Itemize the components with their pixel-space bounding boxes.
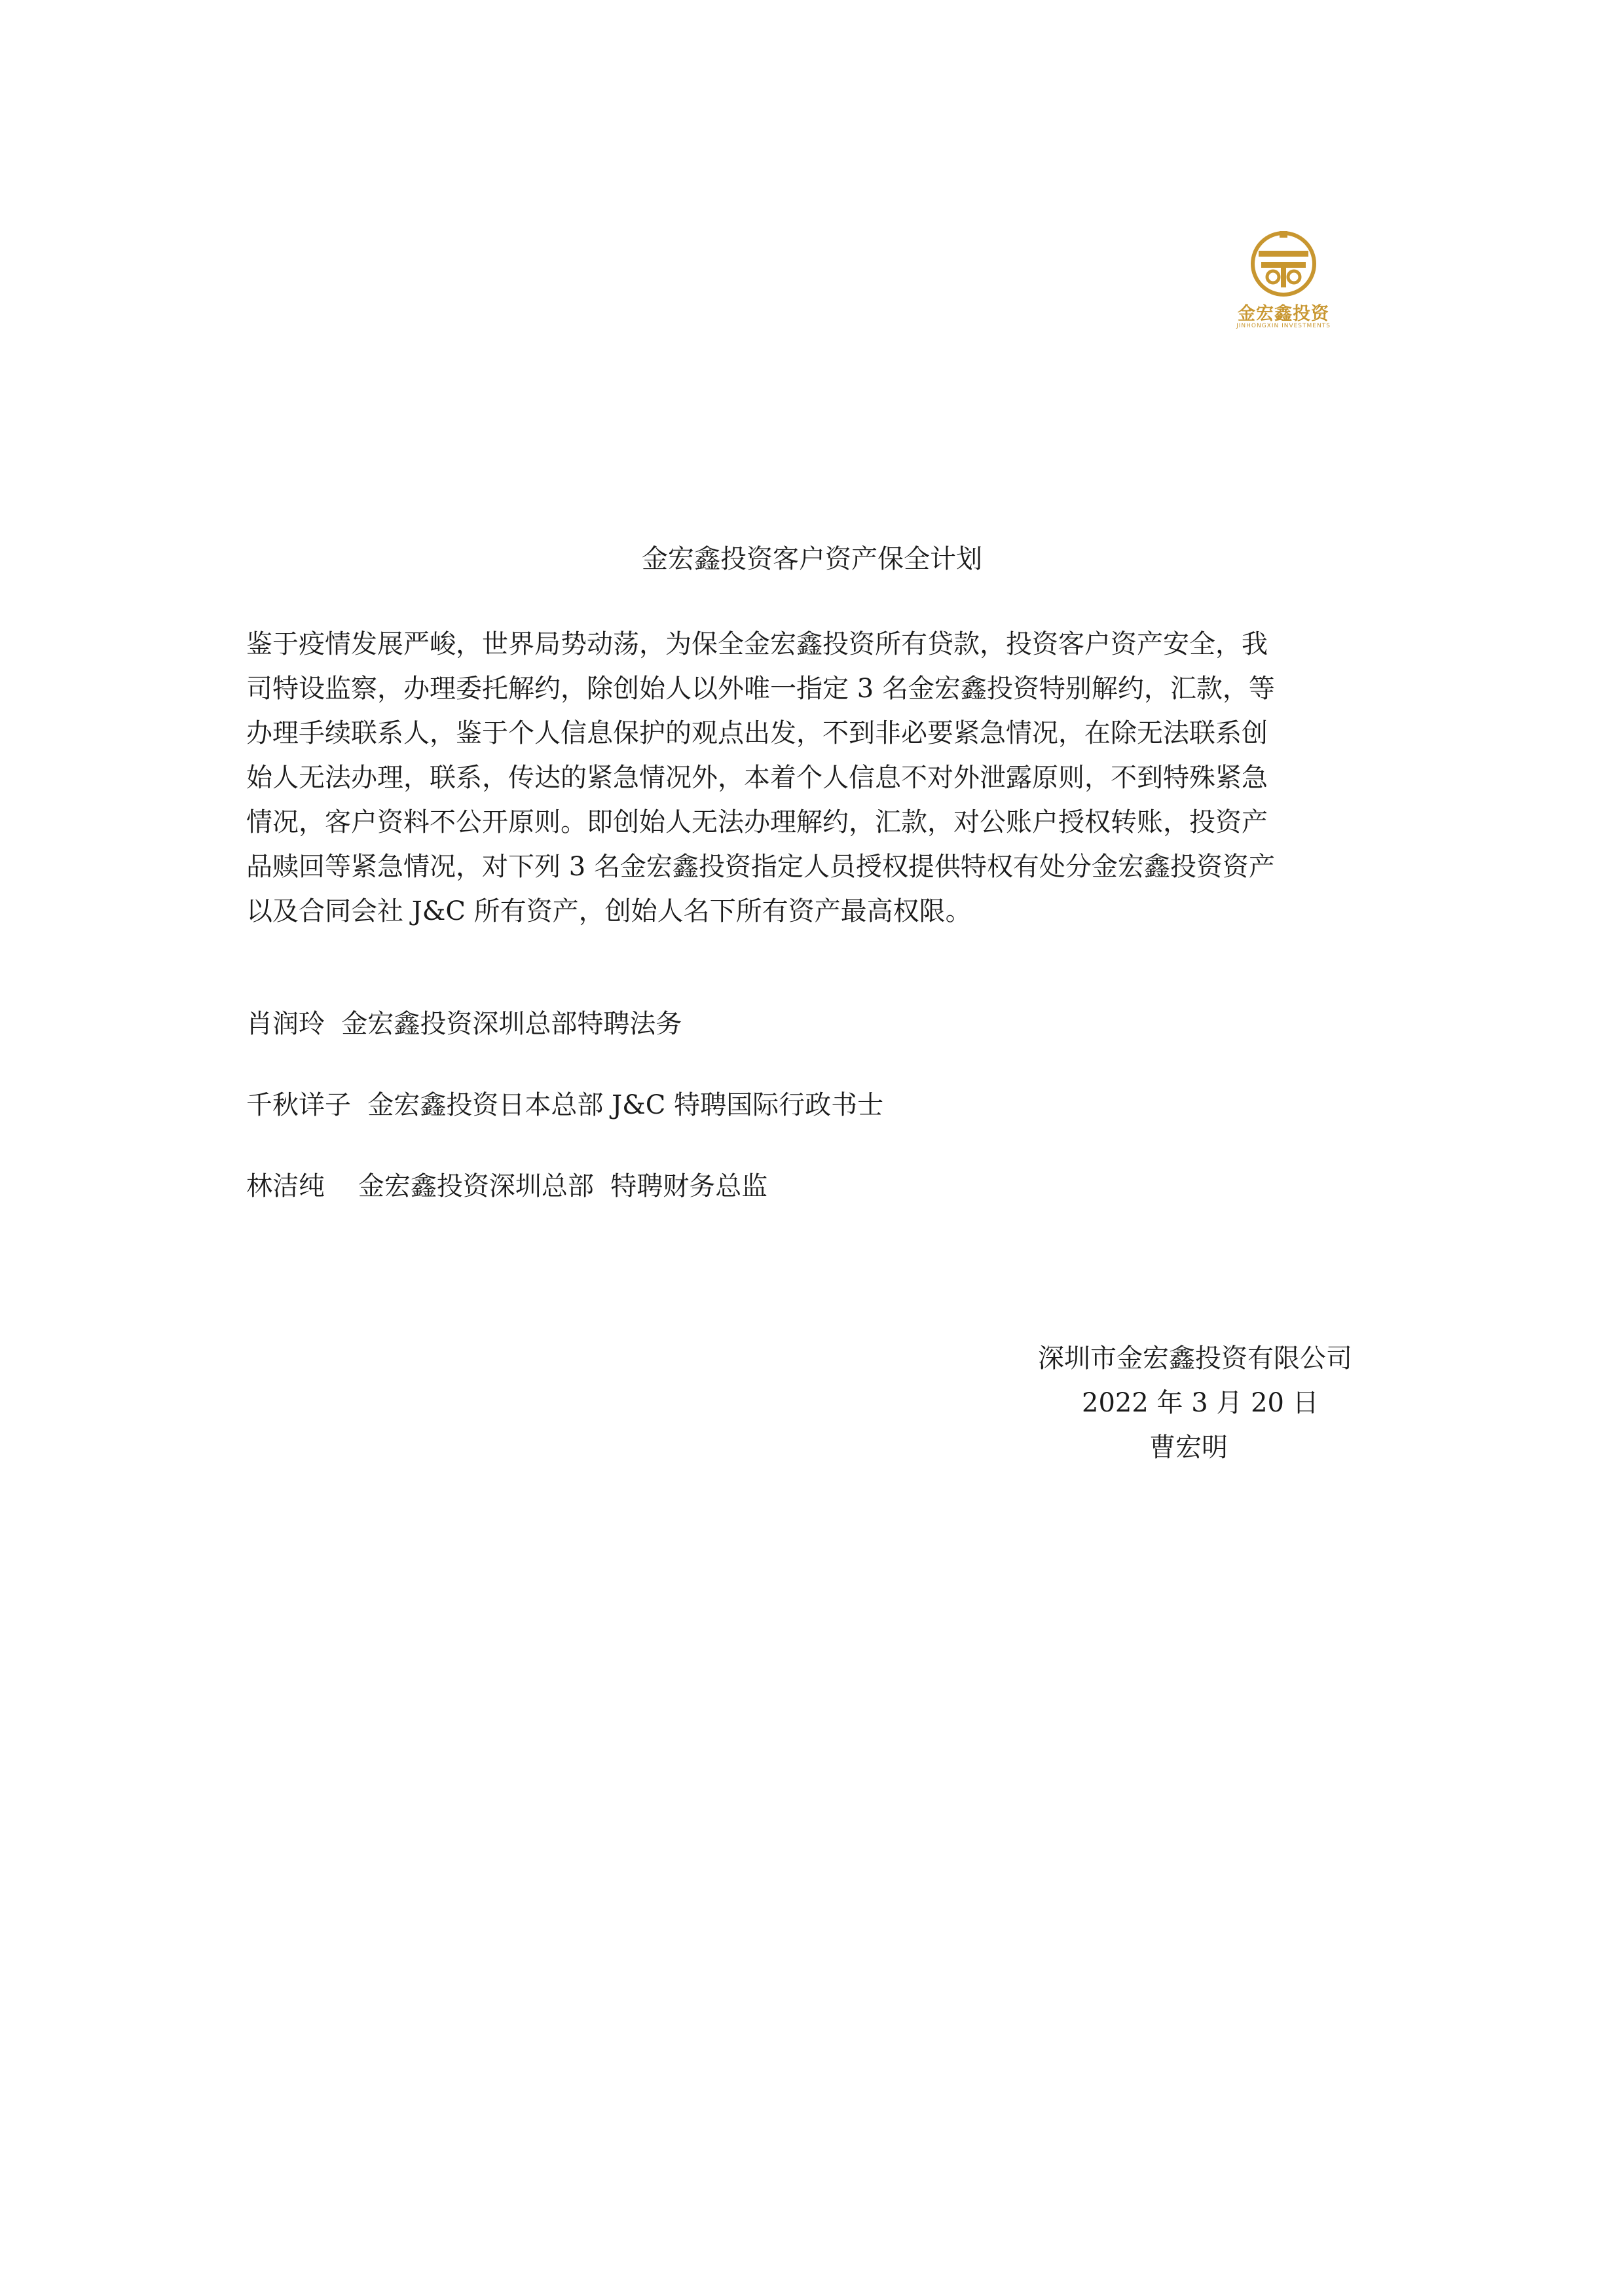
body-paragraph: [246, 622, 1386, 934]
signer-name: 曹宏明: [1149, 1432, 1228, 1463]
logo-name: 金宏鑫投资: [1238, 304, 1329, 324]
paragraph-line: 始人无法办理，联系，传达的紧急情况外，本着个人信息不对外泄露原则，不到特殊紧急: [246, 763, 1268, 793]
logo-subtitle: JINHONGXIN INVESTMENTS: [1236, 323, 1331, 329]
logo-emblem-icon: [1218, 226, 1349, 299]
person-entry-1: 肖润玲 金宏鑫投资深圳总部特聘法务: [246, 1009, 682, 1039]
paragraph-line: 以及合同会社 J&C 所有资产，创始人名下所有资产最高权限。: [246, 896, 972, 926]
paragraph-line: 品赎回等紧急情况，对下列 3 名金宏鑫投资指定人员授权提供特权有处分金宏鑫投资资产: [246, 852, 1275, 882]
paragraph-line: 鉴于疫情发展严峻，世界局势动荡，为保全金宏鑫投资所有贷款，投资客户资产安全，我: [246, 629, 1268, 659]
company-name: 深圳市金宏鑫投资有限公司: [1038, 1343, 1352, 1374]
person-entry-3: 林洁纯 金宏鑫投资深圳总部 特聘财务总监: [246, 1171, 768, 1201]
paragraph-line: 办理手续联系人，鉴于个人信息保护的观点出发，不到非必要紧急情况，在除无法联系创: [246, 718, 1268, 748]
document-title: 金宏鑫投资客户资产保全计划: [642, 544, 982, 574]
document-date: 2022 年 3 月 20 日: [1082, 1388, 1319, 1418]
person-entry-2: 千秋详子 金宏鑫投资日本总部 J&C 特聘国际行政书士: [246, 1090, 884, 1120]
company-logo: [1218, 226, 1349, 337]
paragraph-line: 情况，客户资料不公开原则。即创始人无法办理解约，汇款，对公账户授权转账，投资产: [246, 807, 1268, 837]
paragraph-line: 司特设监察，办理委托解约，除创始人以外唯一指定 3 名金宏鑫投资特别解约，汇款，等: [246, 674, 1275, 704]
